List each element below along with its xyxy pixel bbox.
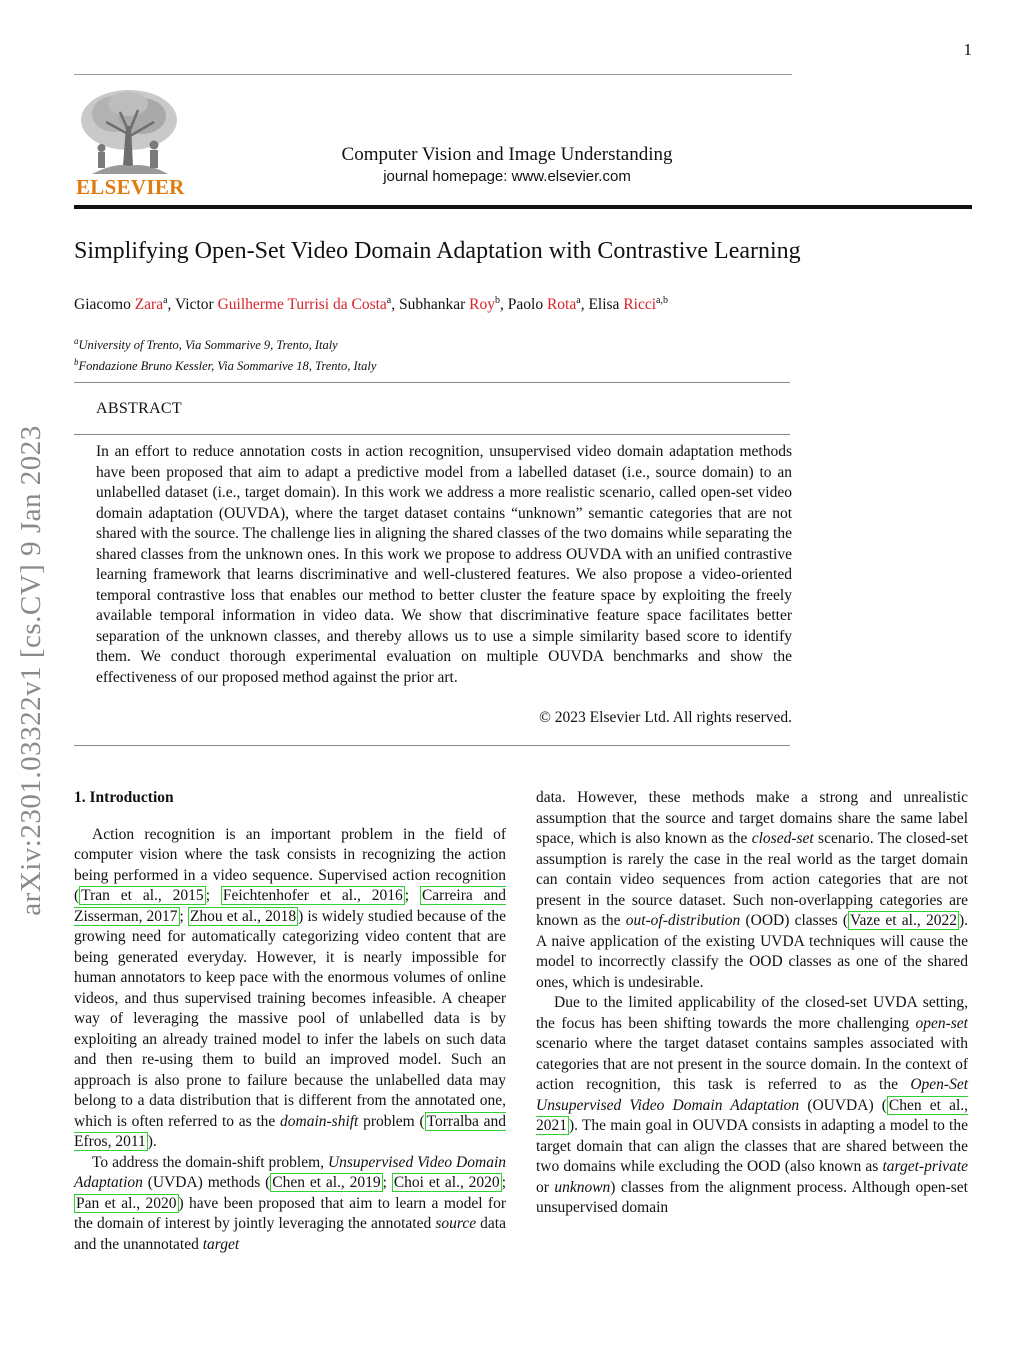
citation-link[interactable]: Chen et al., 2019	[272, 1174, 381, 1191]
author-link[interactable]: Ricci	[623, 296, 657, 314]
citation-link[interactable]: Zhou et al., 2018	[189, 907, 297, 925]
copyright-notice: © 2023 Elsevier Ltd. All rights reserved.	[539, 709, 792, 726]
author-first-name: Subhankar	[399, 296, 470, 314]
paper-title: Simplifying Open-Set Video Domain Adaptation with Contrastive Learning	[74, 238, 801, 264]
author-link[interactable]: Guilherme Turrisi da Costa	[217, 296, 387, 314]
affiliation-mark: b	[74, 357, 79, 368]
affiliation-text: Fondazione Bruno Kessler, Via Sommarive 18, Trento, Italy	[78, 359, 377, 374]
elsevier-logo	[76, 86, 185, 200]
author-first-name: Elisa	[588, 296, 624, 314]
citation-link[interactable]: Torralba and Efros, 2011	[74, 1112, 506, 1150]
elsevier-tree-icon	[76, 86, 182, 178]
affiliation-mark: a	[74, 336, 79, 346]
author-link[interactable]: Rota	[546, 296, 577, 314]
intro-paragraph-2-continued: data. However, these methods make a strong and unrealistic assumption that the source and target domains share the same label space, which is also known as the closed-set scenario. The closed-set assumption is rarely the case in the real world as the target domain can contain video sequences from action categories that are not present in the source dataset. Such non-overlapping categories are known as the out-of-distribution (OOD) classes ( Vaze et al., 2022 ). A naive application of the existing UVDA techniques will cause the model to incorrectly classify the OOD classes as one of the shared ones, which is undesirable.	[536, 789, 968, 991]
affiliation-mark: a,b	[656, 295, 668, 306]
section-heading-introduction: 1. Introduction	[74, 789, 174, 806]
intro-paragraph-3: Due to the limited applicability of the closed-set UVDA setting, the focus has been shifting towards the more challenging open-set scenario where the target dataset contains samples associated with categories that are not present in the source domain. In the context of action recognition, this task is referred to as the Open-Set Unsupervised Video Domain Adaptation (OUVDA) ( Chen et al., 2021 ). The main goal in OUVDA consists in adapting a model to the target domain that can align the classes that are shared between the two domains while excluding the OOD (also known as target-private or unknown) classes from the alignment process. Although open-set unsupervised domain	[536, 994, 969, 1216]
top-rule	[74, 74, 792, 75]
journal-title: Computer Vision and Image Understanding	[341, 144, 673, 165]
citation-link[interactable]: Pan et al., 2020	[76, 1194, 177, 1212]
abstract-bottom-rule	[74, 745, 790, 746]
intro-paragraph-1: Action recognition is an important problem in the field of computer vision where the task consists in recognizing the action being performed in a video sequence. Supervised action recognition ( Tran et al., 2015 ; Feichtenhofer et al., 2016 ; Carreira and Zisserman, 2017 ; Zhou et al., 2018 ) is widely studied because of the growing need for automatically categorizing video content that are being generated everyday. However, it is nearly impossible for human annotators to keep pace with the enormous volumes of online videos, and thus supervised training becomes infeasible. A cheaper way of leveraging the massive pool of unlabelled data is by exploiting an already trained model to infer the labels on such data and then re-using them to build an improved model. Such an approach is also prone to failure because the unlabelled data may belong to a data distribution that is different from the annotated one, which is often referred to as the domain-shift problem ( Torralba and Efros, 2011 ).	[74, 825, 507, 1150]
page-number: 1	[963, 40, 972, 59]
author-list: Giacomo Zara$^a$, Victor Guilherme Turrisi da Costa$^a$, Subhankar Roy$^b$, Paolo Rota$^a$, Elisa Ricci$^{a,b}$	[74, 295, 668, 314]
intro-paragraph-2: To address the domain-shift problem, Unsupervised Video Domain Adaptation (UVDA) methods ( Chen et al., 2019 ; Choi et al., 2020 ; Pan et al., 2020 ) have been proposed that aim to learn a model for the domain of interest by jointly leveraging the annotated source data and the unannotated target	[74, 1153, 507, 1253]
citation-link[interactable]: Vaze et al., 2022	[850, 912, 957, 929]
citation-link[interactable]: Feichtenhofer et al., 2016	[222, 887, 403, 904]
citation-link[interactable]: Choi et al., 2020	[393, 1174, 500, 1191]
citation-link[interactable]: Chen et al., 2021	[536, 1096, 969, 1134]
affiliation-mark: a	[576, 295, 581, 306]
citation-link[interactable]: Carreira and Zisserman, 2017	[74, 887, 507, 925]
abstract-top-rule	[74, 382, 790, 383]
author-first-name: Giacomo	[74, 296, 135, 314]
abstract-heading: ABSTRACT	[96, 400, 182, 417]
author-first-name: Victor	[175, 296, 218, 314]
journal-homepage: journal homepage: www.elsevier.com	[383, 168, 631, 185]
elsevier-logo-text: ELSEVIER	[76, 175, 185, 199]
arxiv-stamp-text: arXiv:2301.03322v1 [cs.CV] 9 Jan 2023	[14, 424, 47, 916]
author-link[interactable]: Zara	[134, 296, 164, 314]
affiliation-mark: b	[495, 295, 501, 306]
affiliation-mark: a	[386, 295, 392, 306]
affiliation-a	[74, 333, 376, 354]
affiliations	[74, 333, 376, 375]
citation-link[interactable]: Tran et al., 2015	[81, 887, 204, 904]
abstract-heading-rule	[74, 434, 790, 435]
left-column	[74, 788, 506, 1255]
abstract-text: In an effort to reduce annotation costs in action recognition, unsupervised video domain adaptation methods have been proposed that aim to adapt a predictive model from a labelled dataset (i.e., source domain) to an unlabelled dataset (i.e., target domain). In this work we address a more realistic scenario, called open-set video domain adaptation (OUVDA), where the target dataset contains “unknown” semantic categories that are not shared with the source. The challenge lies in aligning the shared classes of the two domains while separating the shared classes from the unknown ones. In this work we propose to address OUVDA with an unified contrastive learning framework that learns discriminative and well-clustered features. We also propose a video-oriented temporal contrastive loss that enables our method to better cluster the feature space by exploiting the freely available temporal information in video data. We show that discriminative feature space facilitates better separation of the unknown classes, and thereby allows us to use a simple similarity based score to identify them. We conduct thorough experimental evaluation on multiple OUVDA benchmarks and show the effectiveness of our proposed method against the prior art.	[96, 443, 792, 686]
author-link[interactable]: Roy	[469, 296, 496, 314]
header-rule	[74, 205, 972, 209]
right-column	[536, 788, 968, 1219]
arxiv-stamp	[6, 380, 56, 960]
affiliation-b	[74, 354, 376, 375]
affiliation-text: University of Trento, Via Sommarive 9, Trento, Italy	[78, 338, 338, 353]
affiliation-mark: a	[163, 295, 168, 306]
author-first-name: Paolo	[507, 296, 547, 314]
